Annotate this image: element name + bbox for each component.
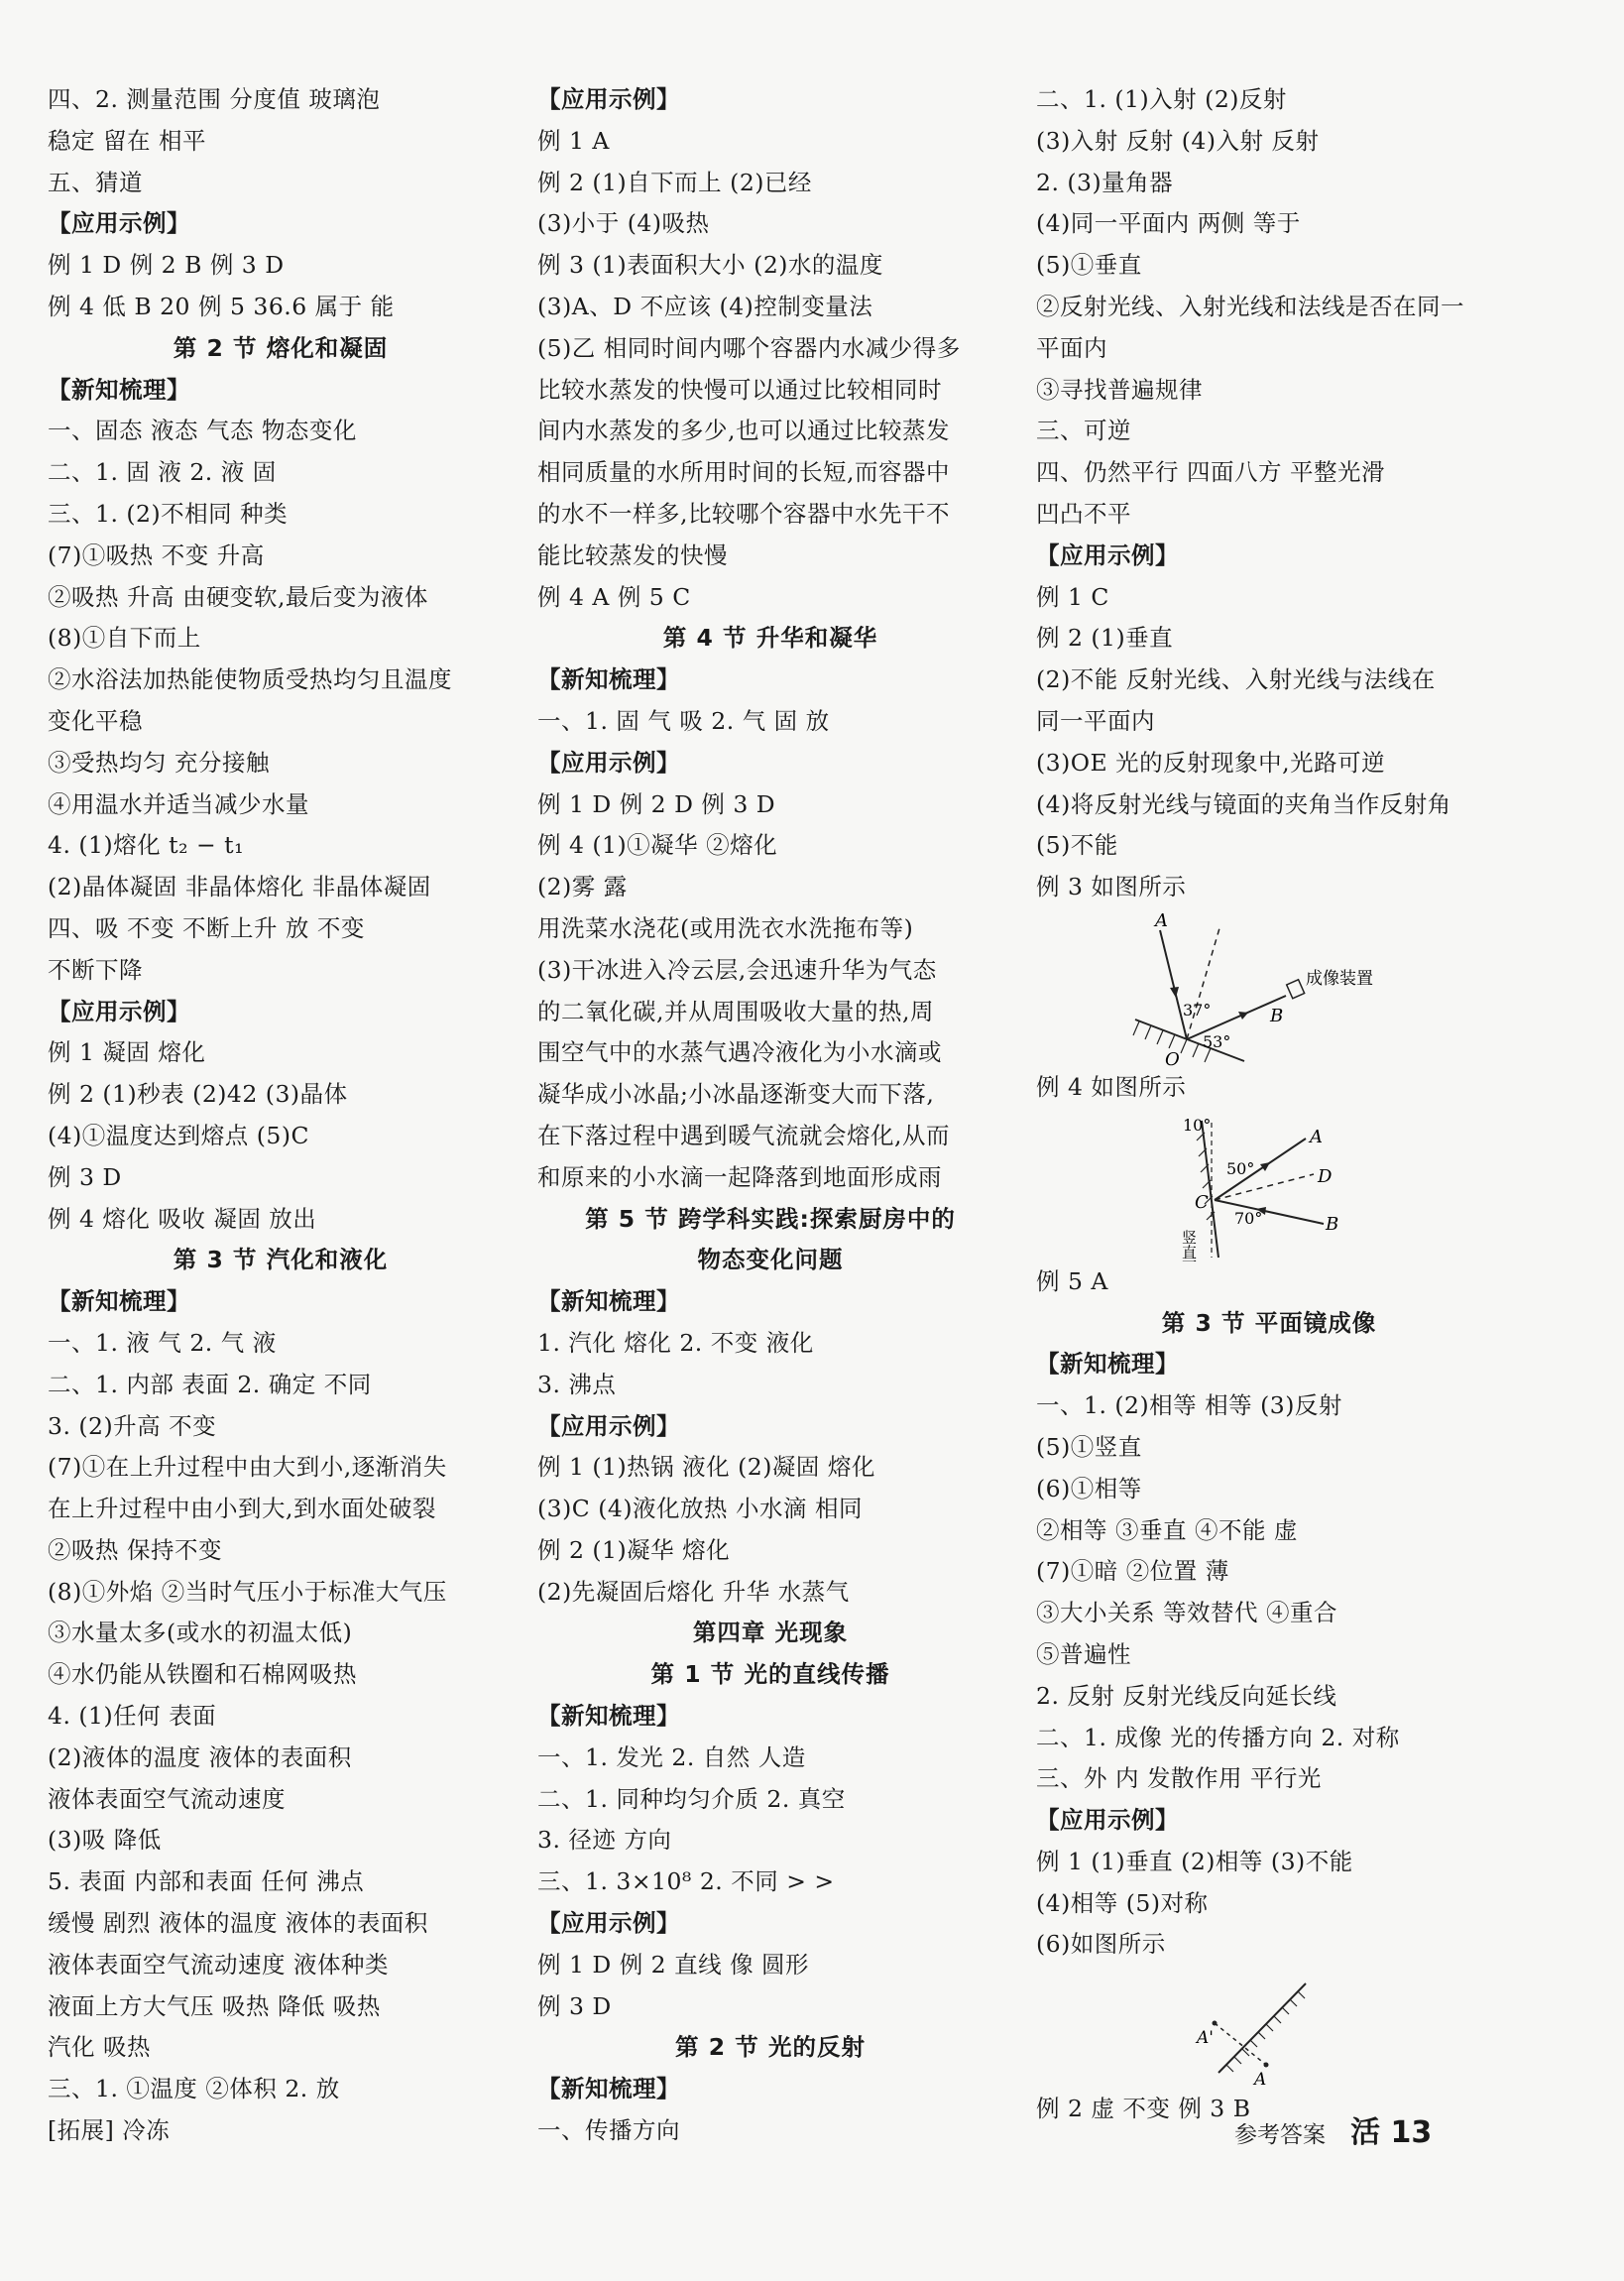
text-line: 三、1. 3×10⁸ 2. 不同 > > bbox=[537, 1867, 835, 1896]
text-line: 例 2 (1)凝华 熔化 bbox=[537, 1535, 731, 1564]
text-line: 三、1. ①温度 ②体积 2. 放 bbox=[48, 2075, 340, 2103]
text-line: 5. 表面 内部和表面 任何 沸点 bbox=[48, 1867, 365, 1896]
text-line: 例 1 A bbox=[537, 126, 610, 155]
text-line: ④水仍能从铁圈和石棉网吸热 bbox=[48, 1660, 357, 1689]
text-line: (3)入射 反射 (4)入射 反射 bbox=[1036, 126, 1320, 155]
page-footer bbox=[1234, 2107, 1492, 2151]
text-line: (4)同一平面内 两侧 等于 bbox=[1036, 209, 1301, 238]
text-line: 二、1. 固 液 2. 液 固 bbox=[48, 458, 277, 487]
section-tag: 【应用示例】 bbox=[48, 997, 190, 1025]
text-line: ③受热均匀 充分接触 bbox=[48, 748, 270, 777]
text-line: (2)不能 反射光线、入射光线与法线在 bbox=[1036, 665, 1436, 694]
text-line: (3)吸 降低 bbox=[48, 1826, 162, 1855]
angle-53: 53° bbox=[1203, 1031, 1231, 1051]
text-line: 例 5 A bbox=[1036, 1266, 1108, 1295]
text-line: (4)①温度达到熔点 (5)C bbox=[48, 1121, 310, 1149]
text-line: 例 1 D 例 2 直线 像 圆形 bbox=[537, 1950, 810, 1979]
text-line: (2)液体的温度 液体的表面积 bbox=[48, 1742, 352, 1771]
reflection-diagram-example-4 bbox=[1036, 1113, 1502, 1261]
text-line: 四、仍然平行 四面八方 平整光滑 bbox=[1036, 458, 1385, 487]
text-line: 三、外 内 发散作用 平行光 bbox=[1036, 1764, 1322, 1793]
section-tag: 【新知梳理】 bbox=[48, 375, 190, 404]
section-heading: 第四章 光现象 bbox=[692, 1619, 849, 1647]
label-o: O bbox=[1165, 1048, 1180, 1067]
text-line: (4)将反射光线与镜面的夹角当作反射角 bbox=[1036, 789, 1451, 818]
text-line: 在下落过程中遇到暖气流就会熔化,从而 bbox=[537, 1121, 950, 1149]
text-line: 四、2. 测量范围 分度值 玻璃泡 bbox=[48, 85, 381, 113]
section-tag: 【应用示例】 bbox=[537, 1411, 680, 1440]
section-tag: 【应用示例】 bbox=[537, 1909, 680, 1938]
text-line: 的水不一样多,比较哪个容器中水先干不 bbox=[537, 499, 950, 528]
text-line: (3)A、D 不应该 (4)控制变量法 bbox=[537, 292, 873, 320]
reflection-diagram-example-3 bbox=[1036, 912, 1502, 1067]
text-line: 二、1. 同种均匀介质 2. 真空 bbox=[537, 1784, 846, 1813]
text-line: ②相等 ③垂直 ④不能 虚 bbox=[1036, 1515, 1298, 1544]
text-line: 例 3 D bbox=[48, 1162, 122, 1191]
text-line: 例 1 D 例 2 B 例 3 D bbox=[48, 251, 285, 280]
section-tag: 【新知梳理】 bbox=[48, 1287, 190, 1316]
text-line: 一、1. 固 气 吸 2. 气 固 放 bbox=[537, 706, 830, 735]
label-b: B bbox=[1326, 1213, 1339, 1235]
text-line: (6)①相等 bbox=[1036, 1474, 1142, 1502]
text-line: 一、固态 液态 气态 物态变化 bbox=[48, 417, 357, 445]
page-number: 活 13 bbox=[1350, 2115, 1433, 2150]
section-tag: 【新知梳理】 bbox=[537, 1287, 680, 1316]
vertical-plane-label: 竖直面 bbox=[1180, 1229, 1198, 1261]
text-line: (3)C (4)液化放热 小水滴 相同 bbox=[537, 1495, 863, 1523]
text-line: (7)①暗 ②位置 薄 bbox=[1036, 1557, 1229, 1586]
text-line: 液面上方大气压 吸热 降低 吸热 bbox=[48, 1991, 381, 2020]
text-line: 例 4 A 例 5 C bbox=[537, 582, 691, 611]
text-line: ②水浴法加热能使物质受热均匀且温度 bbox=[48, 665, 452, 694]
label-a: A bbox=[1155, 911, 1168, 931]
section-tag: 【应用示例】 bbox=[537, 85, 680, 113]
label-c: C bbox=[1195, 1191, 1209, 1213]
text-line: 液体表面空气流动速度 bbox=[48, 1784, 286, 1813]
text-line: 的二氧化碳,并从周围吸收大量的热,周 bbox=[537, 997, 934, 1025]
text-line: 凝华成小冰晶;小冰晶逐渐变大而下落, bbox=[537, 1080, 935, 1109]
label-a-image: A' bbox=[1197, 2028, 1214, 2049]
text-line: 凹凸不平 bbox=[1036, 499, 1131, 528]
text-line: 例 3 D bbox=[537, 1991, 612, 2020]
text-line: (2)晶体凝固 非晶体熔化 非晶体凝固 bbox=[48, 873, 431, 901]
text-line: 例 1 (1)热锅 液化 (2)凝固 熔化 bbox=[537, 1453, 875, 1482]
text-line: 四、吸 不变 不断上升 放 不变 bbox=[48, 913, 365, 942]
text-line: 和原来的小水滴一起降落到地面形成雨 bbox=[537, 1162, 942, 1191]
text-line: 例 3 如图所示 bbox=[1036, 873, 1187, 901]
text-line: 例 2 (1)秒表 (2)42 (3)晶体 bbox=[48, 1080, 348, 1109]
text-line: 一、1. (2)相等 相等 (3)反射 bbox=[1036, 1391, 1342, 1420]
section-tag: 【新知梳理】 bbox=[537, 2075, 680, 2103]
text-line: 二、1. 成像 光的传播方向 2. 对称 bbox=[1036, 1723, 1400, 1751]
text-line: (3)小于 (4)吸热 bbox=[537, 209, 710, 238]
text-line: (7)①吸热 不变 升高 bbox=[48, 540, 265, 569]
text-line: 4. (1)任何 表面 bbox=[48, 1702, 217, 1731]
text-line: (8)①自下而上 bbox=[48, 624, 201, 653]
text-line: 缓慢 剧烈 液体的温度 液体的表面积 bbox=[48, 1909, 428, 1938]
text-line: ③大小关系 等效替代 ④重合 bbox=[1036, 1599, 1337, 1627]
angle-50: 50° bbox=[1226, 1158, 1255, 1178]
text-line: 相同质量的水所用时间的长短,而容器中 bbox=[537, 458, 950, 487]
text-line: 4. (1)熔化 t₂ − t₁ bbox=[48, 831, 245, 860]
text-line: 液体表面空气流动速度 液体种类 bbox=[48, 1950, 389, 1979]
text-line: 变化平稳 bbox=[48, 706, 143, 735]
text-line: ③寻找普遍规律 bbox=[1036, 375, 1203, 404]
section-tag: 【新知梳理】 bbox=[537, 1702, 680, 1731]
text-line: (4)相等 (5)对称 bbox=[1036, 1888, 1209, 1917]
column-left bbox=[48, 79, 514, 2152]
text-line: 例 4 如图所示 bbox=[1036, 1072, 1187, 1101]
label-a: A bbox=[1254, 2070, 1267, 2090]
text-line: 汽化 吸热 bbox=[48, 2033, 151, 2062]
section-heading: 第 1 节 光的直线传播 bbox=[650, 1660, 890, 1689]
angle-10: 10° bbox=[1183, 1115, 1212, 1135]
text-line: (5)不能 bbox=[1036, 831, 1118, 860]
text-line: ⑤普遍性 bbox=[1036, 1639, 1131, 1668]
text-line: 平面内 bbox=[1036, 333, 1107, 362]
text-line: (5)①垂直 bbox=[1036, 251, 1142, 280]
section-heading: 第 3 节 汽化和液化 bbox=[173, 1246, 389, 1274]
section-tag: 【应用示例】 bbox=[48, 209, 190, 238]
text-line: ②吸热 保持不变 bbox=[48, 1535, 222, 1564]
section-heading: 物态变化问题 bbox=[697, 1246, 844, 1274]
text-line: 三、1. (2)不相同 种类 bbox=[48, 499, 289, 528]
mirror-image-diagram bbox=[1036, 1970, 1502, 2089]
text-line: 围空气中的水蒸气遇冷液化为小水滴或 bbox=[537, 1038, 942, 1067]
text-line: 五、猜道 bbox=[48, 168, 143, 196]
text-line: 例 4 (1)①凝华 ②熔化 bbox=[537, 831, 778, 860]
device-label: 成像装置 bbox=[1306, 968, 1373, 989]
text-line: 二、1. 内部 表面 2. 确定 不同 bbox=[48, 1370, 372, 1398]
text-line: (5)①竖直 bbox=[1036, 1432, 1142, 1461]
section-heading: 第 2 节 光的反射 bbox=[675, 2033, 866, 2062]
section-heading: 第 3 节 平面镜成像 bbox=[1161, 1308, 1377, 1337]
text-line: 间内水蒸发的多少,也可以通过比较蒸发 bbox=[537, 417, 950, 445]
text-line: 一、1. 液 气 2. 气 液 bbox=[48, 1328, 277, 1357]
text-line: (3)OE 光的反射现象中,光路可逆 bbox=[1036, 748, 1386, 777]
text-line: 同一平面内 bbox=[1036, 706, 1155, 735]
angle-70: 70° bbox=[1234, 1208, 1263, 1228]
section-heading: 第 5 节 跨学科实践:探索厨房中的 bbox=[585, 1204, 956, 1233]
text-line: (3)干冰进入冷云层,会迅速升华为气态 bbox=[537, 955, 937, 984]
section-tag: 【新知梳理】 bbox=[1036, 1350, 1179, 1379]
section-tag: 【应用示例】 bbox=[1036, 1806, 1179, 1835]
angle-37: 37° bbox=[1183, 1000, 1212, 1020]
text-line: 3. (2)升高 不变 bbox=[48, 1411, 217, 1440]
text-line: 1. 汽化 熔化 2. 不变 液化 bbox=[537, 1328, 814, 1357]
section-heading: 第 4 节 升华和凝华 bbox=[662, 624, 878, 653]
label-b: B bbox=[1270, 1005, 1284, 1026]
section-tag: 【应用示例】 bbox=[537, 748, 680, 777]
text-line: 2. 反射 反射光线反向延长线 bbox=[1036, 1681, 1337, 1710]
text-line: 例 1 C bbox=[1036, 582, 1109, 611]
text-line: 例 4 低 B 20 例 5 36.6 属于 能 bbox=[48, 292, 395, 320]
text-line: 稳定 留在 相平 bbox=[48, 126, 206, 155]
text-line: [拓展] 冷冻 bbox=[48, 2116, 171, 2145]
text-line: 3. 径迹 方向 bbox=[537, 1826, 672, 1855]
text-line: (6)如图所示 bbox=[1036, 1930, 1166, 1959]
label-a: A bbox=[1310, 1126, 1323, 1147]
text-line: 一、1. 发光 2. 自然 人造 bbox=[537, 1742, 806, 1771]
footer-label: 参考答案 bbox=[1234, 2122, 1326, 2148]
text-line: 二、1. (1)入射 (2)反射 bbox=[1036, 85, 1287, 113]
text-line: 3. 沸点 bbox=[537, 1370, 617, 1398]
text-line: 例 1 D 例 2 D 例 3 D bbox=[537, 789, 776, 818]
text-line: (5)乙 相同时间内哪个容器内水减少得多 bbox=[537, 333, 961, 362]
text-line: (2)先凝固后熔化 升华 水蒸气 bbox=[537, 1577, 850, 1606]
section-tag: 【新知梳理】 bbox=[537, 665, 680, 694]
text-line: 在上升过程中由小到大,到水面处破裂 bbox=[48, 1495, 436, 1523]
text-line: 2. (3)量角器 bbox=[1036, 168, 1174, 196]
text-line: 例 1 凝固 熔化 bbox=[48, 1038, 206, 1067]
text-line: 一、传播方向 bbox=[537, 2116, 680, 2145]
section-heading: 第 2 节 熔化和凝固 bbox=[173, 333, 389, 362]
text-line: 例 2 (1)垂直 bbox=[1036, 624, 1174, 653]
text-line: 用洗菜水浇花(或用洗衣水洗拖布等) bbox=[537, 913, 914, 942]
text-line: 三、可逆 bbox=[1036, 417, 1131, 445]
section-tag: 【应用示例】 bbox=[1036, 540, 1179, 569]
column-right bbox=[1036, 79, 1502, 2130]
text-line: 例 4 熔化 吸收 凝固 放出 bbox=[48, 1204, 317, 1233]
label-d: D bbox=[1318, 1165, 1333, 1187]
text-line: 例 2 (1)自下而上 (2)已经 bbox=[537, 168, 812, 196]
text-line: (8)①外焰 ②当时气压小于标准大气压 bbox=[48, 1577, 447, 1606]
text-line: ④用温水并适当减少水量 bbox=[48, 789, 309, 818]
text-line: 例 3 (1)表面积大小 (2)水的温度 bbox=[537, 251, 883, 280]
text-line: 例 1 (1)垂直 (2)相等 (3)不能 bbox=[1036, 1847, 1353, 1875]
text-line: ③水量太多(或水的初温太低) bbox=[48, 1619, 353, 1647]
text-line: ②反射光线、入射光线和法线是否在同一 bbox=[1036, 292, 1464, 320]
text-line: (7)①在上升过程中由大到小,逐渐消失 bbox=[48, 1453, 447, 1482]
text-line: 例 2 虚 不变 例 3 B bbox=[1036, 2095, 1251, 2123]
text-line: 不断下降 bbox=[48, 955, 143, 984]
column-middle bbox=[537, 79, 1003, 2152]
text-line: (2)雾 露 bbox=[537, 873, 628, 901]
text-line: 能比较蒸发的快慢 bbox=[537, 540, 728, 569]
text-line: 比较水蒸发的快慢可以通过比较相同时 bbox=[537, 375, 942, 404]
text-line: ②吸热 升高 由硬变软,最后变为液体 bbox=[48, 582, 428, 611]
